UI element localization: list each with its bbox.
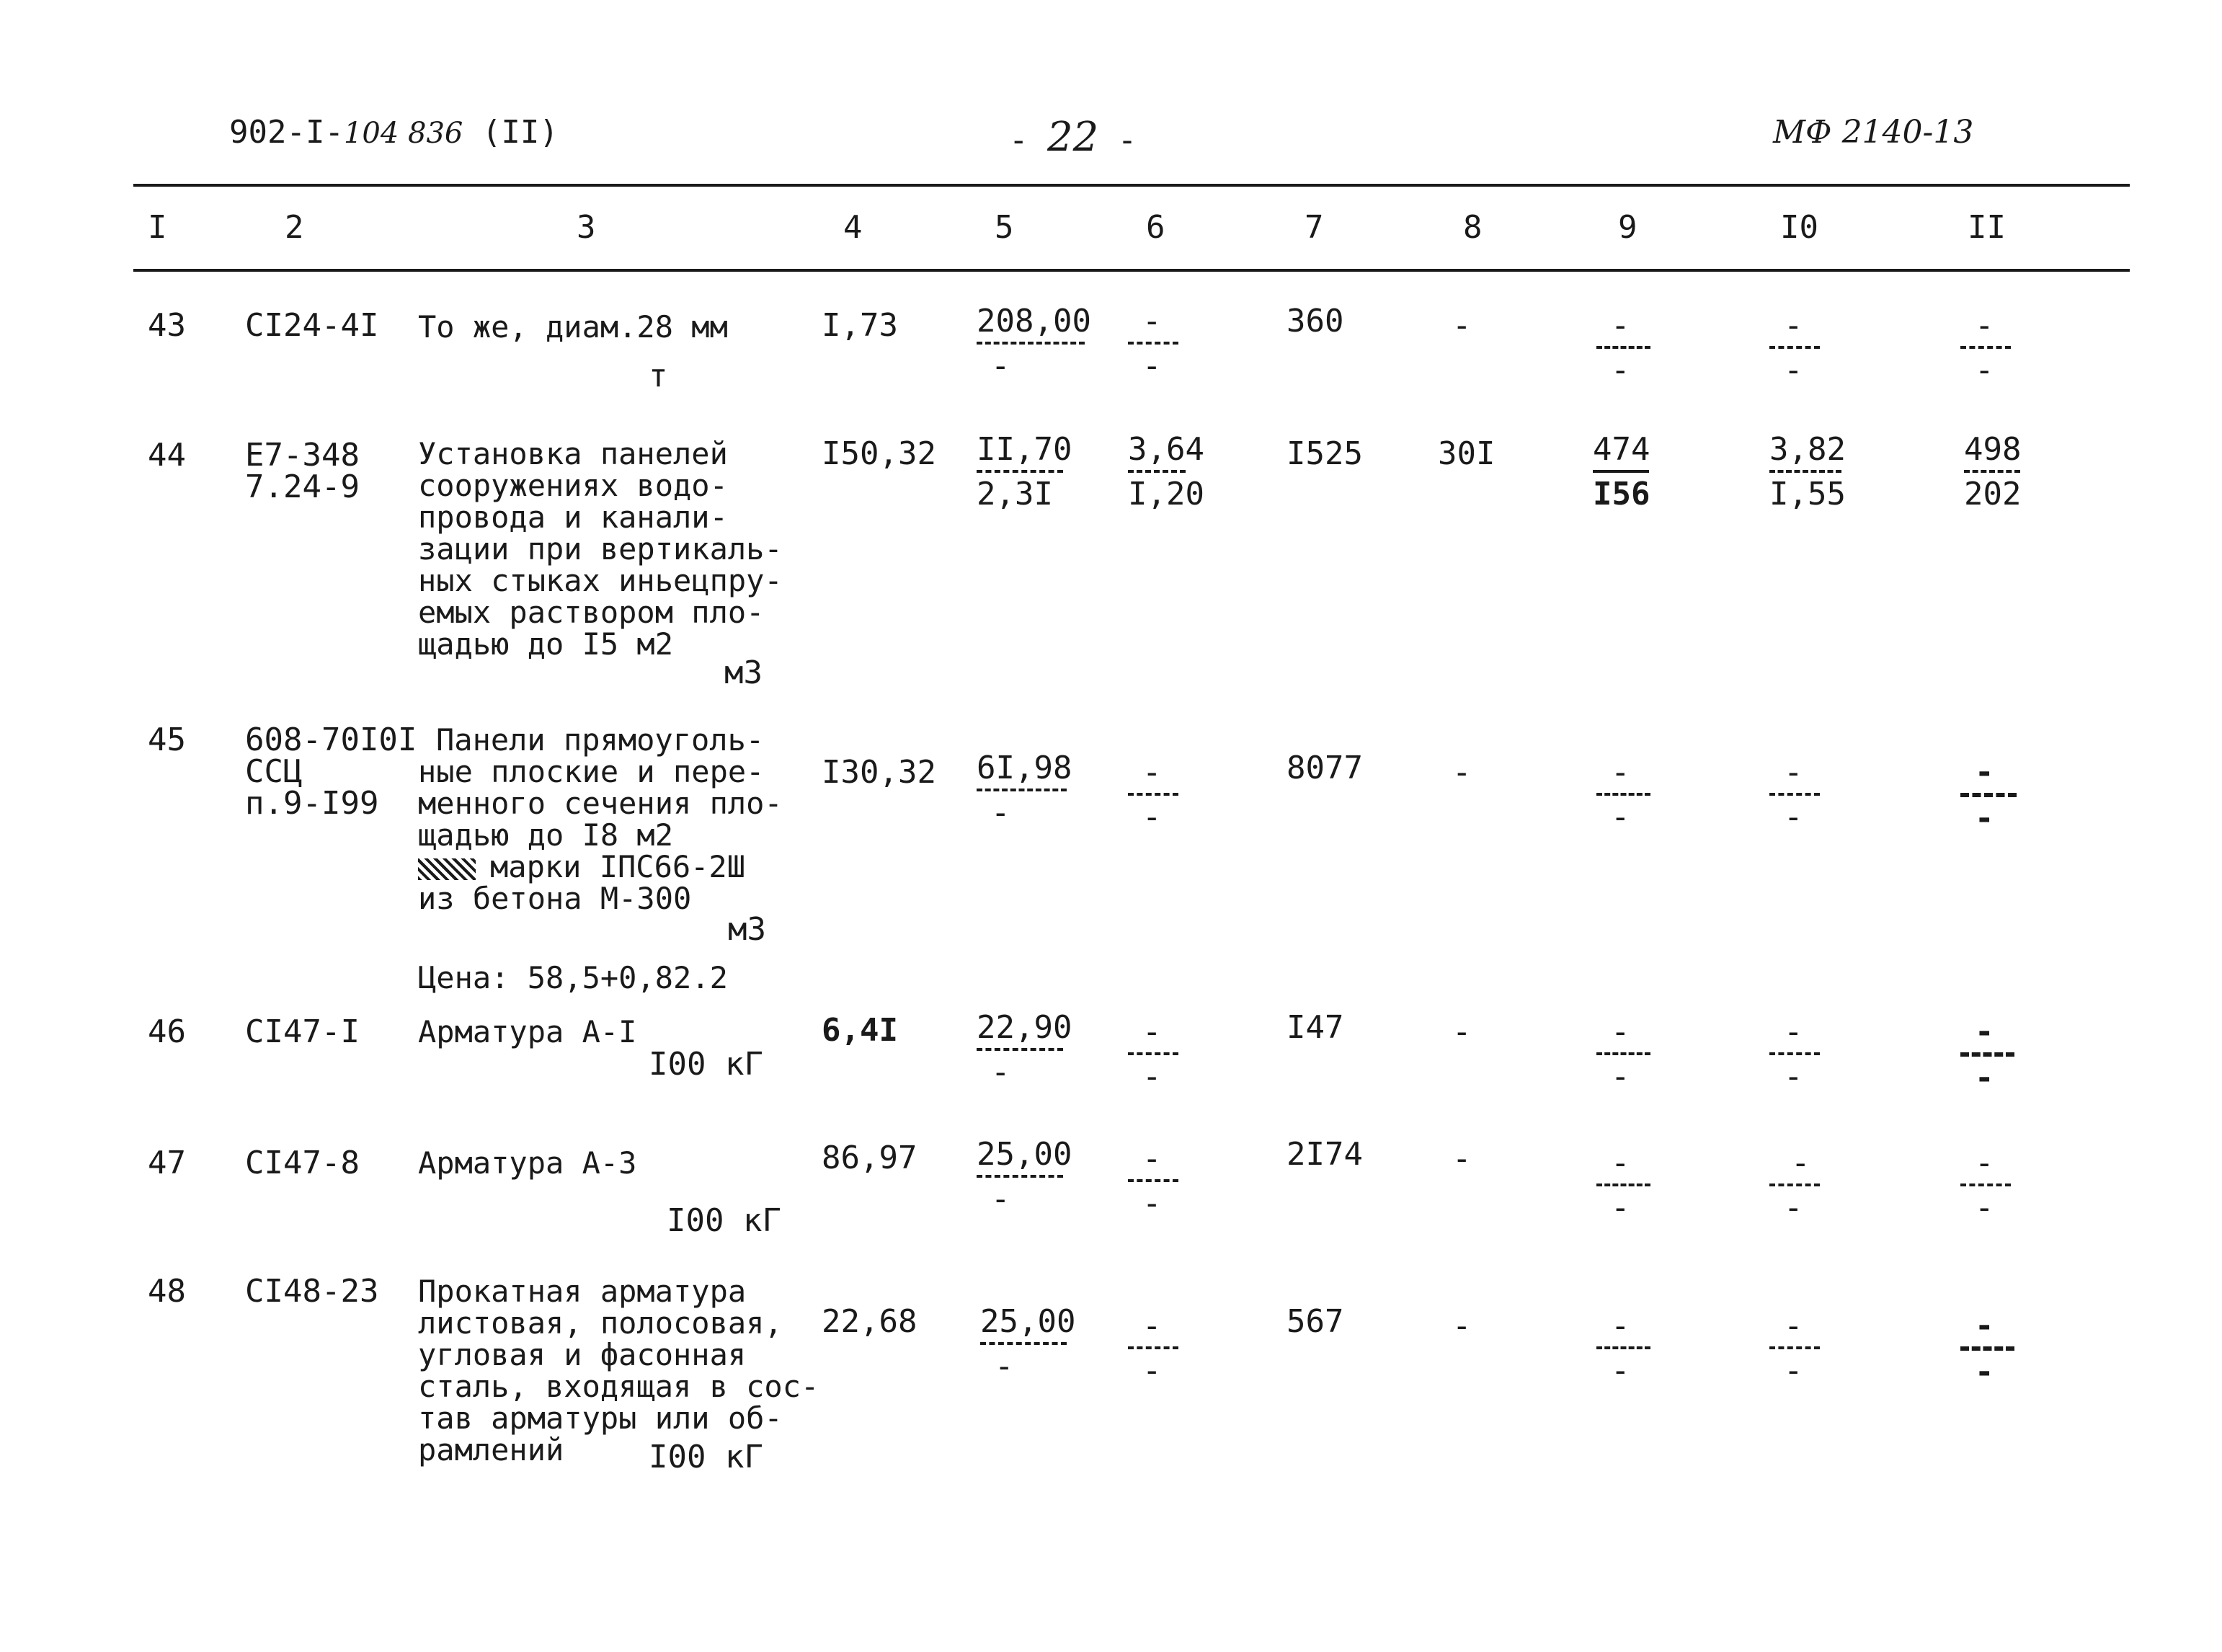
row-46-number: 46: [148, 1013, 186, 1050]
row-45-col4: I30,32: [822, 754, 936, 791]
row-46-col8: -: [1452, 1013, 1472, 1050]
row-44-col9: 474 I56: [1593, 431, 1650, 512]
row-45-unit: м3: [728, 911, 766, 948]
row-48-col10: - -: [1769, 1310, 1820, 1387]
row-47-unit: I00 кГ: [667, 1202, 781, 1239]
row-45-price-note: Цена: 58,5+0,82.2: [418, 960, 728, 995]
row-47-col9: - -: [1596, 1147, 1650, 1224]
row-44-description-line3: провода и канали-: [418, 499, 728, 535]
row-45-strikeout: [418, 851, 476, 883]
row-43-unit: т: [649, 358, 668, 394]
row-44-description-line1: Установка панелей: [418, 436, 728, 471]
row-48-col4: 22,68: [822, 1303, 917, 1340]
row-43-col11: - -: [1960, 310, 2011, 386]
row-47-number: 47: [148, 1145, 186, 1181]
row-48-col6: - -: [1128, 1310, 1178, 1387]
row-48-col11: - -: [1960, 1310, 2014, 1388]
row-48-description-line5: тав арматуры или об-: [418, 1400, 783, 1436]
row-48-col8: -: [1452, 1307, 1472, 1344]
row-45-description-line1: Панели прямоуголь-: [436, 722, 765, 758]
sheet-code: МФ 2140-13: [1773, 114, 1974, 151]
row-44-col5: II,70 2,3I: [977, 431, 1072, 512]
row-46-col9: - -: [1596, 1016, 1650, 1093]
row-47-col8: -: [1452, 1140, 1472, 1177]
column-header-4: 4: [843, 209, 863, 246]
page-number-value: 22: [1047, 114, 1099, 161]
row-48-number: 48: [148, 1273, 186, 1310]
row-44-col8: 30I: [1438, 435, 1496, 472]
page-number-suffix: -: [1117, 122, 1137, 159]
row-43-col6: - -: [1128, 306, 1178, 382]
row-47-col7: 2I74: [1286, 1136, 1363, 1173]
row-44-col11: 498 202: [1964, 431, 2022, 512]
row-45-description-line3: менного сечения пло-: [418, 786, 783, 821]
document-code-typed: 902-I-: [229, 114, 344, 151]
row-47-col10: - -: [1769, 1147, 1820, 1224]
row-47-col5: 25,00 -: [977, 1136, 1072, 1217]
row-47-code: CI47-8: [245, 1145, 360, 1181]
row-46-code: CI47-I: [245, 1013, 360, 1050]
column-header-6: 6: [1146, 209, 1165, 246]
row-45-code-line1: 608-70I0I: [245, 721, 417, 758]
row-44-col6: 3,64 I,20: [1128, 431, 1204, 512]
row-46-col7: I47: [1286, 1009, 1344, 1046]
row-45-code-line2: ССЦ: [245, 753, 303, 790]
column-header-5: 5: [995, 209, 1014, 246]
page-number-prefix: -: [1009, 122, 1028, 159]
row-47-description: Арматура А-3: [418, 1145, 637, 1181]
row-44-description-line5: ных стыках иньецпру-: [418, 563, 783, 598]
row-44-description-line4: зации при вертикаль-: [418, 531, 783, 567]
row-48-description-line4: сталь, входящая в сос-: [418, 1369, 819, 1404]
row-45-description-line2: ные плоские и пере-: [418, 754, 765, 789]
column-header-11: II: [1968, 209, 2006, 246]
row-47-col11: - -: [1960, 1147, 2011, 1224]
row-43-col5: 208,00 -: [977, 303, 1091, 384]
row-45-col11: - -: [1960, 757, 2017, 835]
row-46-col6: - -: [1128, 1016, 1178, 1093]
row-46-description: Арматура А-I: [418, 1014, 637, 1049]
row-46-unit: I00 кГ: [649, 1046, 763, 1083]
header-rule: [133, 269, 2130, 272]
row-43-col9: - -: [1596, 310, 1650, 386]
row-48-description-line2: листовая, полосовая,: [418, 1305, 783, 1341]
row-47-col6: - -: [1128, 1143, 1178, 1220]
row-43-col8: -: [1452, 307, 1472, 344]
row-44-description-line6: емых раствором пло-: [418, 595, 765, 630]
column-header-8: 8: [1463, 209, 1483, 246]
column-header-7: 7: [1305, 209, 1324, 246]
row-45-col10: - -: [1769, 757, 1820, 833]
row-44-col10: 3,82 I,55: [1769, 431, 1846, 512]
row-43-col4: I,73: [822, 307, 898, 344]
strikeout-mark: [418, 858, 476, 880]
row-43-col7: 360: [1286, 303, 1344, 339]
column-header-9: 9: [1618, 209, 1637, 246]
column-header-3: 3: [577, 209, 596, 246]
row-48-description-line6: рамлений: [418, 1432, 564, 1467]
row-46-col4: 6,4I: [822, 1012, 898, 1049]
row-45-number: 45: [148, 721, 186, 758]
row-44-col7: I525: [1286, 435, 1363, 472]
top-rule: [133, 184, 2130, 187]
row-48-col7: 567: [1286, 1303, 1344, 1340]
row-44-number: 44: [148, 437, 186, 474]
document-code-handwritten: 104 836: [343, 117, 463, 150]
row-45-col9: - -: [1596, 757, 1650, 833]
row-48-col5: 25,00 -: [980, 1303, 1076, 1385]
document-code-suffix: (II): [481, 114, 559, 151]
row-45-col6: - -: [1128, 757, 1178, 833]
column-header-10: I0: [1780, 209, 1818, 246]
row-44-col4: I50,32: [822, 435, 936, 472]
row-47-col4: 86,97: [822, 1140, 917, 1176]
row-43-number: 43: [148, 307, 186, 344]
row-48-code: CI48-23: [245, 1273, 379, 1310]
document-code: [229, 114, 559, 151]
page-number: [1009, 114, 1137, 161]
row-44-unit: м3: [724, 654, 763, 691]
row-45-col7: 8077: [1286, 750, 1363, 786]
row-44-code-line1: E7-348: [245, 437, 360, 474]
row-45-col8: -: [1452, 754, 1472, 791]
row-46-col5: 22,90 -: [977, 1009, 1072, 1091]
row-46-col10: - -: [1769, 1016, 1820, 1093]
row-43-code: CI24-4I: [245, 307, 379, 344]
row-48-description-line3: угловая и фасонная: [418, 1337, 747, 1372]
row-45-code-line3: п.9-I99: [245, 785, 379, 822]
row-45-description-line6: из бетона М-300: [418, 881, 692, 916]
row-48-description-line1: Прокатная арматура: [418, 1274, 747, 1309]
row-45-col5: 6I,98 -: [977, 750, 1072, 831]
row-45-description-line5: марки IПС66-2Ш: [490, 849, 746, 884]
row-46-col11: - -: [1960, 1016, 2014, 1094]
row-43-col10: - -: [1769, 310, 1820, 386]
row-44-description-line2: сооружениях водо-: [418, 468, 728, 503]
row-44-description-line7: щадью до I5 м2: [418, 626, 674, 662]
row-48-col9: - -: [1596, 1310, 1650, 1387]
row-48-unit: I00 кГ: [649, 1439, 763, 1475]
column-header-1: I: [148, 209, 167, 246]
column-header-2: 2: [285, 209, 304, 246]
row-45-description-line4: щадью до I8 м2: [418, 817, 674, 853]
row-43-description: То же, диам.28 мм: [418, 309, 728, 345]
row-44-code-line2: 7.24-9: [245, 468, 360, 505]
